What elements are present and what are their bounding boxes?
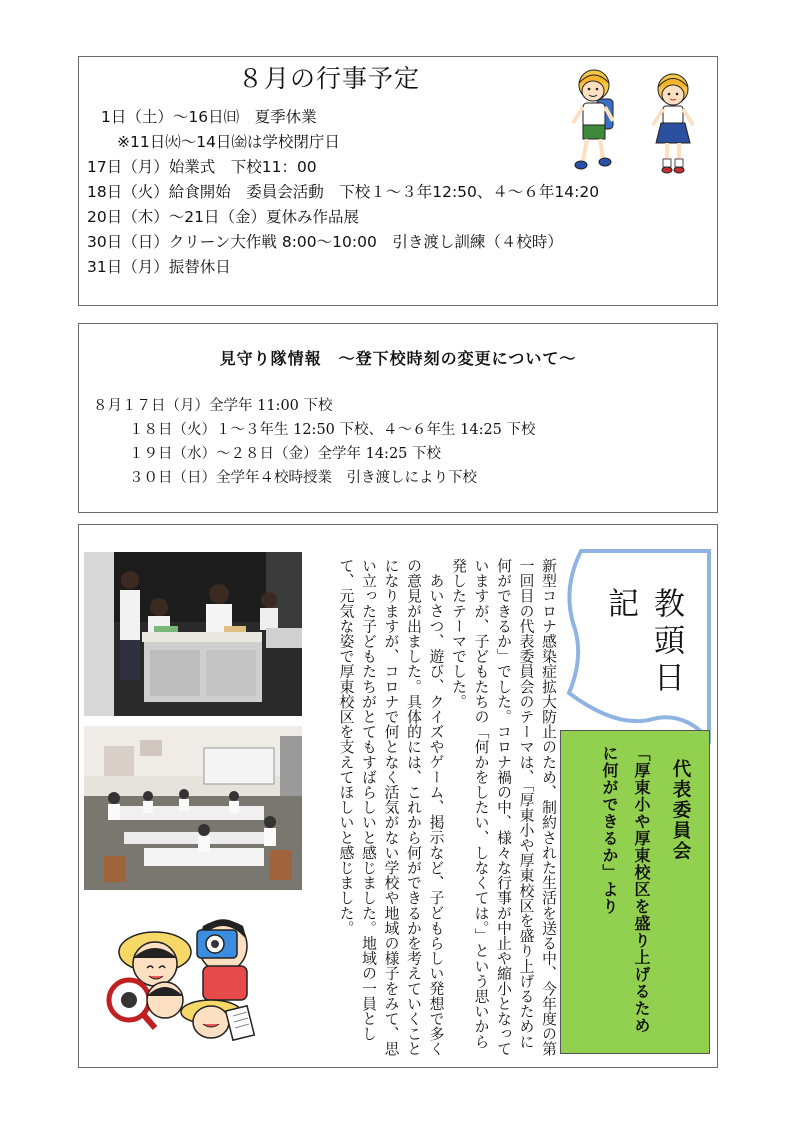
committee-title: 代表委員会: [670, 759, 691, 862]
committee-box: [560, 730, 710, 1054]
diary-banner: [563, 543, 711, 753]
watch-line: １８日（火）１～３年生 12:50 下校、４～６年生 14:25 下校: [129, 422, 536, 438]
diary-heading: 教頭日記: [602, 587, 684, 698]
watch-team-box: [78, 323, 718, 513]
event-line: ※11日㈫～14日㈮は学校閉庁日: [117, 133, 340, 151]
watch-line: ８月１７日（月）全学年 11:00 下校: [93, 398, 333, 414]
diary-box: [78, 524, 718, 1068]
essay-paragraph: 新型コロナ感染症拡大防止のため、制約された生活を送る中、今年度の第一回目の代表委員会のテーマは、「厚東小や厚東校区を盛り上げるために何ができるか」でした。コロナ禍の中、様々な行事が中止や縮小となっていますが、子どもたちの「何かをしたい、しなくては。」という思いから発したテーマでした。: [450, 558, 557, 1057]
watch-line: ３０日（日）全学年４校時授業 引き渡しにより下校: [129, 470, 477, 486]
girl-student-illustration: [645, 67, 701, 177]
watch-team-title: 見守り隊情報 ～登下校時刻の変更について～: [219, 349, 577, 368]
event-line: 30日（日）クリーン大作戦 8:00～10:00 引き渡し訓練（４校時）: [87, 233, 563, 251]
committee-subtitle: 「厚東小や厚東校区を盛り上げるために何ができるか」より: [600, 745, 651, 1034]
watch-line: １９日（水）～２８日（金）全学年 14:25 下校: [129, 446, 442, 462]
diary-essay: [311, 558, 559, 1058]
committee-meeting-photo-2: [84, 726, 302, 890]
event-line: 18日（火）給食開始 委員会活動 下校１～３年12:50、４～６年14:20: [87, 183, 600, 201]
event-line: 31日（月）振替休日: [87, 258, 231, 276]
events-box: [78, 56, 718, 306]
committee-meeting-photo-1: [84, 552, 302, 716]
events-title: ８月の行事予定: [237, 64, 420, 93]
boy-student-illustration: [567, 65, 623, 177]
event-line: 17日（月）始業式 下校11：00: [87, 158, 317, 176]
kids-with-magnifier-illustration: [103, 908, 273, 1048]
event-line: 20日（木）～21日（金）夏休み作品展: [87, 208, 359, 226]
event-line: 1日（土）～16日㈰ 夏季休業: [101, 108, 317, 126]
essay-paragraph: あいさつ、遊び、クイズやゲーム、掲示など、子どもらしい発想で多くの意見が出ました。具体的には、これから何ができるかを考えていくことになりますが、コロナで何となく活気がない学校や地域の様子をみて、思い立った子どもたちがとてもすばらしいと感じました。地域の一員として、元気な姿で厚東校区を支えてほしいと感じました。: [337, 558, 445, 1057]
